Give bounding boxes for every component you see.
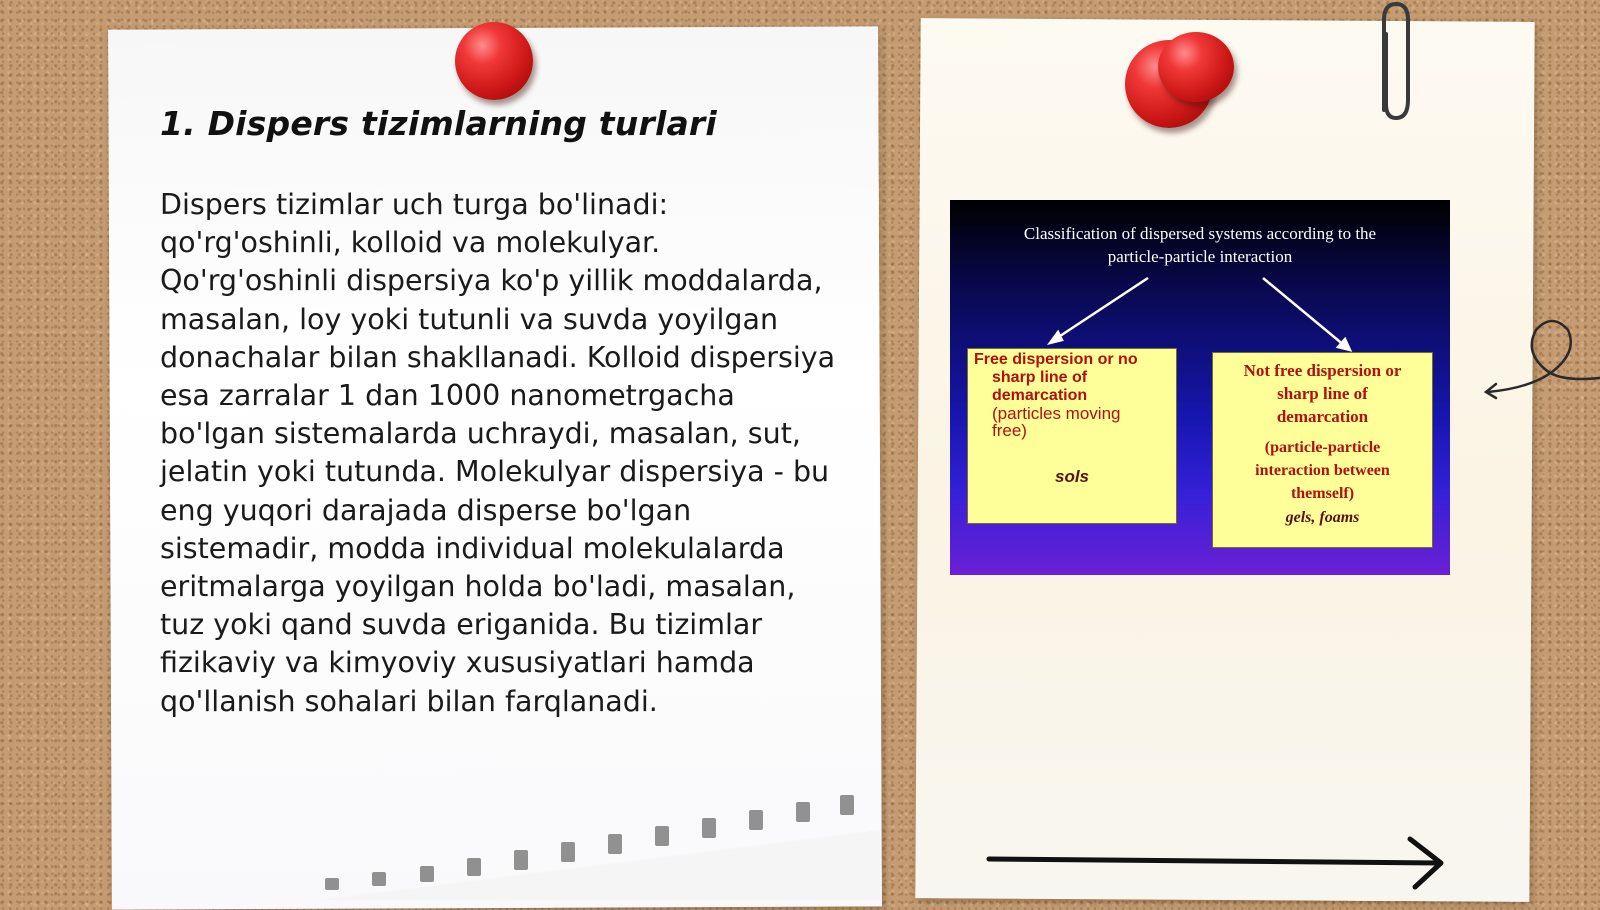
sols-box <box>967 348 1177 524</box>
pushpin-icon <box>1158 32 1234 102</box>
box-subtitle-line: interaction between <box>1255 462 1390 479</box>
body-paragraph: Dispers tizimlar uch turga bo'linadi: qo'rg'oshinli, kolloid va molekulyar. Qo'rg'oshinli dispersiya ko'p yillik moddalarda, masalan, loy yoki tutunli va suvda yoyilgan donachalar bilan shakllanadi. Kolloid dispersiya esa zarralar 1 dan 1000 nanometrgacha bo'lgan sistemalarda uchraydi, masalan, sut, jelatin yoki tutunda. Molekulyar dispersiya - bu eng yuqori darajada disperse bo'lgan sistemadir, modda individual molekulalarda eritmalarga yoyilgan holda bo'ladi, masalan, tuz yoki qand suvda eriganida. Bu tizimlar fizikaviy va kimyoviy xususiyatlari hamda qo'llanish sohalari bilan farqlanadi. <box>160 188 836 718</box>
box-title-line: Not free dispersion or <box>1243 361 1402 380</box>
arrow-left-connector <box>1054 278 1148 340</box>
paperclip-icon <box>1372 0 1416 124</box>
box-subtitle-line: (particles moving <box>992 404 1121 423</box>
diagram-title-line: particle-particle interaction <box>1107 247 1293 266</box>
box-title-line: sharp line of <box>992 369 1088 386</box>
torn-paper-edge <box>320 790 880 900</box>
box-title-line: demarcation <box>992 387 1088 404</box>
pushpin-icon <box>455 22 533 100</box>
classification-diagram <box>950 200 1450 575</box>
gels-foams-box <box>1212 352 1433 548</box>
box-example: gels, foams <box>1285 509 1360 526</box>
arrow-right-connector <box>1263 278 1345 346</box>
box-title <box>974 351 1170 405</box>
box-title <box>1221 359 1424 428</box>
string-loop-icon <box>1480 312 1600 412</box>
box-subtitle <box>992 405 1170 439</box>
diagram-title-line: Classification of dispersed systems according to the <box>1023 224 1377 243</box>
box-subtitle-line: free) <box>992 421 1027 440</box>
slide-heading: 1. Dispers tizimlarning turlari <box>160 104 717 143</box>
box-subtitle-line: themself) <box>1290 485 1355 502</box>
box-example: sols <box>1054 467 1090 486</box>
box-title-line: Free dispersion or no <box>974 351 1138 368</box>
box-subtitle <box>1221 436 1424 505</box>
box-title-line: demarcation <box>1276 407 1369 426</box>
box-subtitle-line: (particle-particle <box>1264 439 1381 456</box>
arrowhead-icon <box>1050 332 1062 343</box>
arrow-right-icon <box>985 835 1450 890</box>
box-title-line: sharp line of <box>1277 384 1368 403</box>
